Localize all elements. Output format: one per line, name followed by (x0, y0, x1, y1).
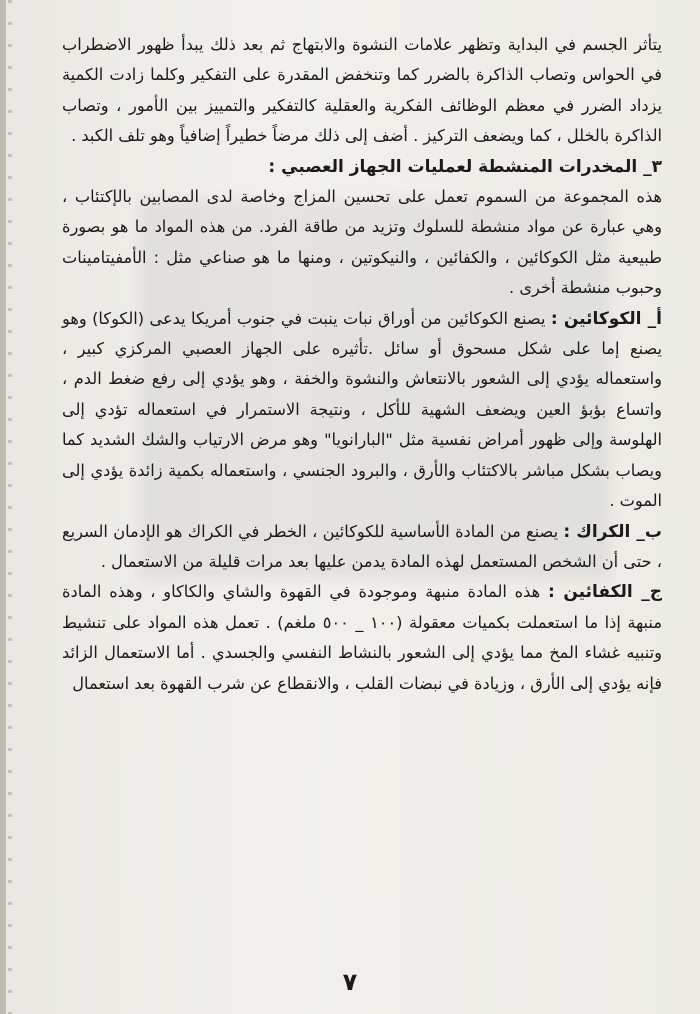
caffeine-term: ج_ الكفائين : (547, 582, 662, 603)
crack-text: يصنع من المادة الأساسية للكوكائين ، الخطر في الكراك هو الإدمان السريع ، حتى أن الشخص المستعمل لهذه المادة يدمن عليها بعد مرات قليلة من الاستعمال . (62, 521, 662, 571)
cocaine-text: يصنع الكوكائين من أوراق نبات ينبت في جنوب أمريكا يدعى (الكوكا) وهو يصنع إما على شكل مسحوق أو سائل .تأثيره على الجهاز العصبي المركزي كبير ، واستعماله يؤدي إلى الشعور بالانتعاش والنشوة والخفة ، وهو يؤدي إلى رفع ضغط الدم ، واتساع بؤبؤ العين ويضعف الشهية للأكل ، ونتيجة الاستمرار في استعماله تؤدي إلى الهلوسة وإلى ظهور أمراض نفسية مثل "البارانويا" وهو مرض الارتياب والشك الشديد كما ويصاب بشكل مباشر بالاكتئاب والأرق ، والبرود الجنسي ، واستعماله بكمية زائدة يؤدي إلى الموت . (62, 308, 662, 511)
cocaine-term: أ_ الكوكائين : (550, 308, 663, 329)
page-binding-edge (0, 0, 6, 1014)
document-body (62, 30, 662, 699)
page-number: ٧ (342, 968, 358, 996)
cocaine-paragraph (62, 304, 662, 517)
binding-perforation (8, 0, 12, 1014)
section-intro-paragraph: هذه المجموعة من السموم تعمل على تحسين المزاج وخاصة لدى المصابين بالإكتئاب ، وهي عبارة عن مواد منشطة للسلوك وتزيد من طاقة الفرد. من هذه المواد ما هو بصورة طبيعية مثل الكوكائين ، والكفائين ، والنيكوتين ، ومنها ما هو صناعي مثل : الأمفيتامينات وحبوب منشطة أخرى . (62, 187, 662, 298)
crack-paragraph (62, 517, 662, 578)
caffeine-paragraph (62, 577, 662, 699)
crack-term: ب_ الكراك : (563, 521, 662, 542)
caffeine-text: هذه المادة منبهة وموجودة في القهوة والشاي والكاكاو ، وهذه المادة منبهة إذا ما استعملت بكميات معقولة (١٠٠ _ ٥٠٠ ملغم) . تعمل هذه المواد على تنشيط وتنبيه غشاء المخ مما يؤدي إلى الشعور بالنشاط النفسي والجسدي . أما الاستعمال الزائد فإنه يؤدي إلى الأرق ، وزيادة في نبضات القلب ، والانقطاع عن شرب القهوة بعد استعمال (62, 582, 662, 693)
section-heading: ٣_ المخدرات المنشطة لعمليات الجهاز العصبي : (268, 156, 662, 177)
intro-paragraph: يتأثر الجسم في البداية وتظهر علامات النشوة والابتهاج ثم بعد ذلك يبدأ ظهور الاضطراب في الحواس وتصاب الذاكرة بالضرر كما وتنخفض المقدرة على التفكير وكلما زادت الكمية يزداد الضرر في معظم الوظائف الفكرية والعقلية كالتفكير والتمييز بين الأمور ، وتصاب الذاكرة بالخلل ، كما ويضعف التركيز . أضف إلى ذلك مرضاً خطيراً إضافياً وهو تلف الكبد . (62, 35, 662, 146)
